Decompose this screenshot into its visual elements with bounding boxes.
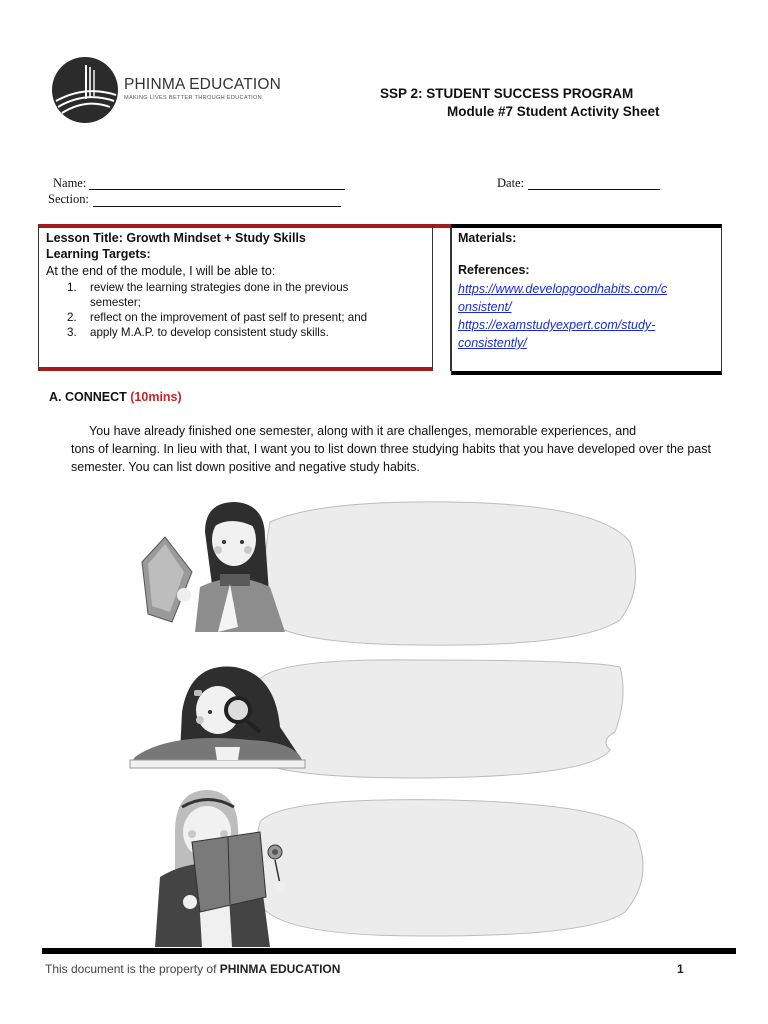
footer-prefix: This document is the property of	[45, 962, 220, 976]
brand-name: PHINMA EDUCATION	[124, 76, 282, 93]
reference-link-examstudyexpert-cont[interactable]: consistently/	[458, 336, 527, 350]
list-item	[67, 310, 367, 325]
section-a-label: A. CONNECT	[49, 390, 127, 404]
speech-bubble-3[interactable]	[254, 800, 643, 936]
reference-link-examstudyexpert[interactable]: https://examstudyexpert.com/study-	[458, 318, 656, 332]
name-label: Name:	[53, 176, 87, 190]
list-number: 1.	[67, 281, 77, 294]
section-label: Section:	[48, 192, 89, 206]
materials-heading: Materials:	[458, 231, 517, 245]
instructions-rest: tons of learning. In lieu with that, I want you to list down three studying habits that you have developed over the past semester. You can list down positive and negative study habits.	[71, 442, 711, 474]
box-divider	[433, 224, 451, 371]
reference-links	[458, 280, 716, 352]
learning-targets-heading: Learning Targets:	[46, 247, 151, 261]
list-text-continued: semester;	[90, 296, 141, 309]
list-item	[67, 325, 367, 340]
reference-link-developgoodhabits[interactable]: https://www.developgoodhabits.com/c	[458, 282, 668, 296]
speech-bubble-1[interactable]	[264, 502, 635, 645]
list-number: 3.	[67, 326, 77, 339]
document-subtitle: Module #7 Student Activity Sheet	[447, 104, 660, 119]
list-item	[67, 280, 367, 310]
list-number: 2.	[67, 311, 77, 324]
footer-rule	[42, 948, 736, 954]
list-text: reflect on the improvement of past self to present; and	[90, 311, 368, 324]
name-field[interactable]	[89, 189, 345, 190]
section-a-time: (10mins)	[130, 390, 182, 404]
study-habits-illustration	[120, 492, 660, 952]
references-heading: References:	[458, 263, 530, 277]
brand-tagline: MAKING LIVES BETTER THROUGH EDUCATION	[124, 95, 263, 101]
lesson-title: Lesson Title: Growth Mindset + Study Skills	[46, 231, 306, 245]
section-a-heading	[49, 390, 182, 404]
date-label: Date:	[497, 176, 525, 190]
section-a-instructions	[71, 422, 711, 476]
girl-reading-book-icon	[142, 502, 285, 632]
learning-targets-list	[67, 280, 367, 340]
phinma-logo	[50, 55, 120, 125]
list-text: apply M.A.P. to develop consistent study skills.	[90, 326, 329, 339]
speech-bubble-2[interactable]	[254, 660, 623, 778]
section-field[interactable]	[93, 206, 341, 207]
footer-owner: PHINMA EDUCATION	[219, 962, 341, 976]
reference-link-developgoodhabits-cont[interactable]: onsistent/	[458, 300, 512, 314]
instructions-line-1: You have already finished one semester, along with it are challenges, memorable experiences, and	[89, 424, 637, 438]
footer-ownership	[45, 962, 340, 976]
page-number: 1	[677, 962, 684, 976]
learning-targets-intro: At the end of the module, I will be able to:	[46, 264, 276, 278]
date-field[interactable]	[528, 189, 660, 190]
document-title: SSP 2: STUDENT SUCCESS PROGRAM	[380, 86, 634, 101]
list-text: review the learning strategies done in the previous	[90, 281, 349, 294]
